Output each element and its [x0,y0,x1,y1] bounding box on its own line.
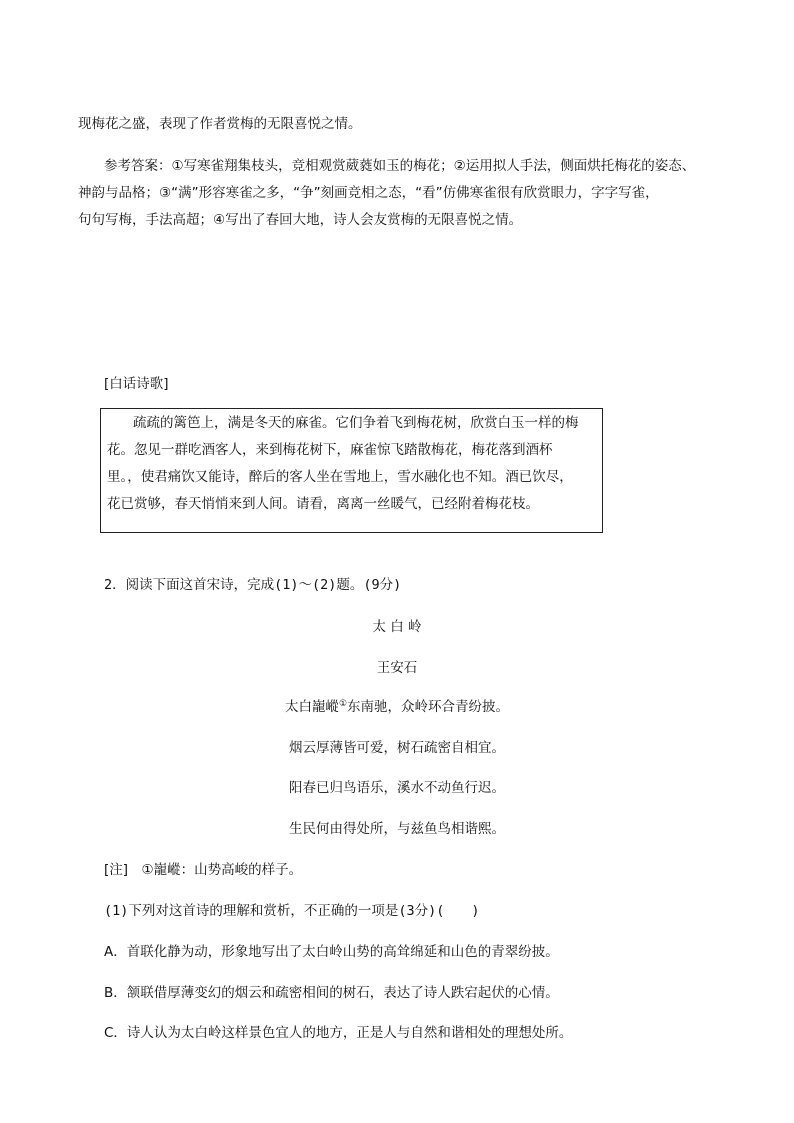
answer-line-1: 参考答案：①写寒雀翔集枝头，竞相观赏葳蕤如玉的梅花；②运用拟人手法，侧面烘托梅花的姿态、 [104,158,696,174]
vernacular-line-2: 花。忽见一群吃酒客人，来到梅花树下，麻雀惊飞踏散梅花，梅花落到酒杯 [107,442,553,458]
poem-note: [注] ①巃嵷：山势高峻的样子。 [104,862,303,878]
vernacular-line-3: 里。，使君痛饮又能诗，醉后的客人坐在雪地上，雪水融化也不知。酒已饮尽， [107,469,573,485]
sub-question-1: (1)下列对这首诗的理解和赏析，不正确的一项是(3分)( ) [104,903,480,919]
poem-title: 太 白 岭 [372,619,422,635]
poem-line-2: 烟云厚薄皆可爱，树石疏密自相宜。 [289,740,505,756]
answer-line-3: 句句写梅，手法高超；④写出了春回大地，诗人会友赏梅的无限喜悦之情。 [78,212,523,228]
continuation-line: 现梅花之盛，表现了作者赏梅的无限喜悦之情。 [78,116,362,132]
poem-line-3: 阳春已归鸟语乐，溪水不动鱼行迟。 [289,780,505,796]
poem-line-1-part-b: 东南驰，众岭环合青纷披。 [347,699,510,715]
vernacular-line-4: 花已赏够，春天悄悄来到人间。请看，离离一丝暖气，已经附着梅花枝。 [107,496,539,512]
poem-line-4: 生民何由得处所，与兹鱼鸟相谐熙。 [289,821,505,837]
vernacular-line-1: 疏疏的篱笆上，满是冬天的麻雀。它们争着飞到梅花树，欣赏白玉一样的梅 [133,415,579,431]
option-a: A．首联化静为动，形象地写出了太白岭山势的高耸绵延和山色的青翠纷披。 [104,944,559,960]
option-b: B．颔联借厚薄变幻的烟云和疏密相间的树石，表达了诗人跌宕起伏的心情。 [104,985,559,1001]
poem-author: 王安石 [376,660,418,676]
note-mark: ① [338,699,348,709]
poem-line-1-part-a: 太白巃嵷 [284,699,339,715]
question-prompt: 2．阅读下面这首宋诗，完成(1)～(2)题。(9分) [104,577,402,593]
option-c: C．诗人认为太白岭这样景色宜人的地方，正是人与自然和谐相处的理想处所。 [104,1025,573,1041]
vernacular-box [100,408,603,533]
vernacular-label: [白话诗歌] [104,376,169,392]
poem-line-1 [0,697,794,717]
answer-line-2: 神韵与品格；③“满”形容寒雀之多，“争”刻画竞相之态，“看”仿佛寒雀很有欣赏眼力，字字写雀， [78,185,659,201]
